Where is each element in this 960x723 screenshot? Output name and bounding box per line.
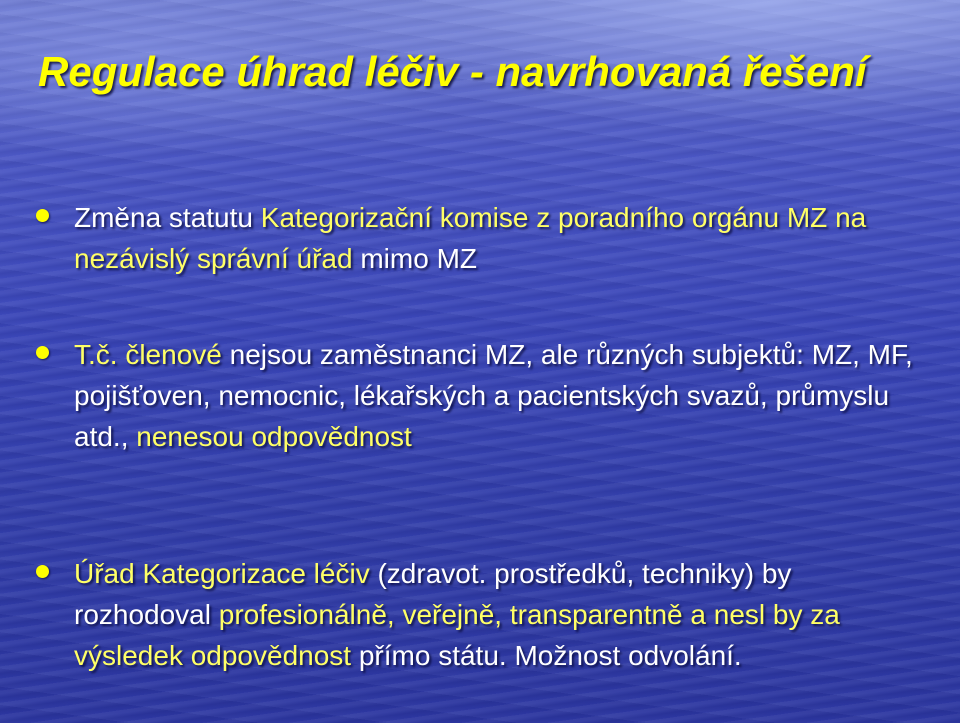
- text-run: nejsou zaměstnanci MZ, ale různých subjektů: MZ, MF, pojišťoven, nemocnic, lékařských a pacientských svazů, průmyslu atd.,: [74, 339, 913, 452]
- bullet-text: [74, 339, 913, 452]
- bullet-dot-icon: [36, 346, 49, 359]
- highlight-run: Kategorizační komise z poradního orgánu MZ na nezávislý správní úřad: [74, 202, 867, 274]
- bullet-text: [74, 558, 840, 671]
- bullet-dot-icon: [36, 565, 49, 578]
- slide-title: Regulace úhrad léčiv - navrhovaná řešení: [38, 48, 867, 95]
- text-run: přímo státu. Možnost odvolání.: [351, 640, 742, 671]
- text-run: Změna statutu: [74, 202, 261, 233]
- bullet-item: [74, 553, 914, 676]
- highlight-run: Úřad Kategorizace léčiv: [74, 558, 370, 589]
- bullet-text: [74, 202, 866, 274]
- highlight-run: T.č. členové: [74, 339, 222, 370]
- highlight-run: nenesou odpovědnost: [136, 421, 412, 452]
- bullet-item: [74, 197, 914, 279]
- text-run: mimo MZ: [352, 243, 478, 274]
- highlight-run: profesionálně, veřejně, transparentně a nesl by za výsledek odpovědnost: [74, 599, 840, 671]
- text-run: (zdravot. prostředků, techniky) by rozhodoval: [74, 558, 792, 630]
- bullet-dot-icon: [36, 209, 49, 222]
- bullet-item: [74, 334, 914, 457]
